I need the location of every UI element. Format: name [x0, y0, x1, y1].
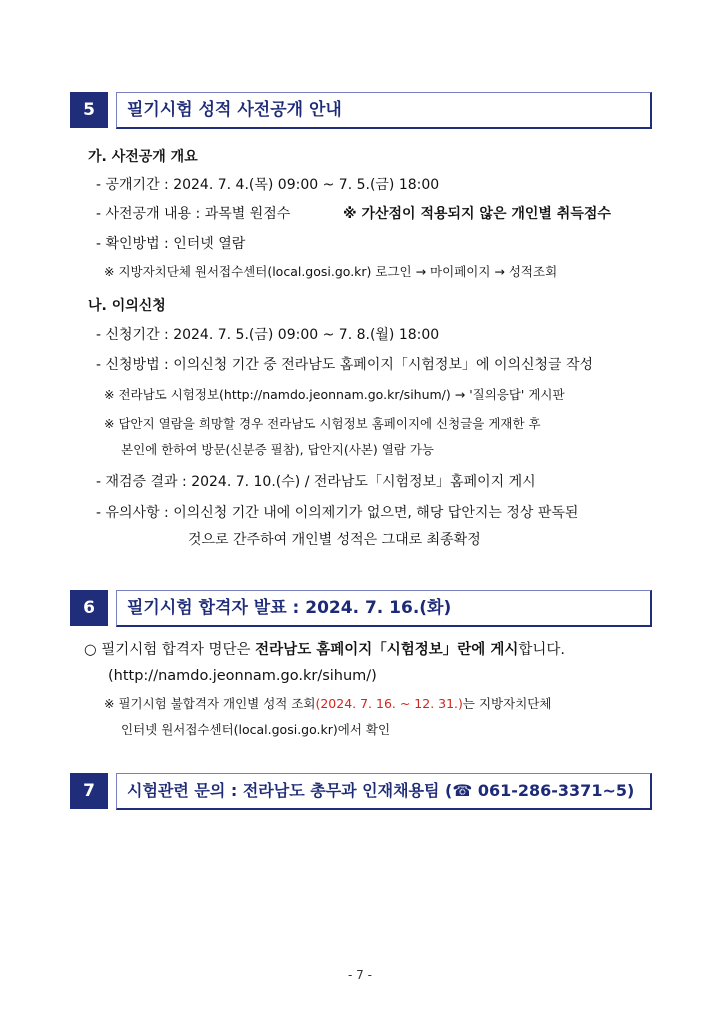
list-item: - 신청방법 : 이의신청 기간 중 전라남도 홈페이지「시험정보」에 이의신청글 작성 [96, 357, 594, 373]
note: ※ 전라남도 시험정보(http://namdo.jeonnam.go.kr/sihum/) → '질의응답' 게시판 [104, 387, 565, 402]
subheading-na: 나. 이의신청 [88, 298, 166, 314]
section-title-box [116, 590, 652, 627]
announcement-text: ○ 필기시험 합격자 명단은 [84, 642, 256, 658]
announcement-emphasis: 전라남도 홈페이지「시험정보」란에 게시 [255, 642, 519, 658]
section-title: 시험관련 문의 : 전라남도 총무과 인재채용팀 (☎ 061-286-3371~5) [127, 781, 635, 800]
subheading-ga: 가. 사전공개 개요 [88, 149, 198, 165]
list-item: - 공개기간 : 2024. 7. 4.(목) 09:00 ~ 7. 5.(금) 18:00 [96, 177, 440, 193]
section-5-header [70, 92, 652, 128]
note-inline: ※ 가산점이 적용되지 않은 개인별 취득점수 [343, 206, 611, 222]
note-continued: 본인에 한하여 방문(신분증 필참), 답안지(사본) 열람 가능 [121, 442, 434, 457]
list-item: - 확인방법 : 인터넷 열람 [96, 236, 246, 252]
announcement-line [84, 640, 565, 660]
homepage-url: (http://namdo.jeonnam.go.kr/sihum/) [108, 668, 377, 684]
note-text: ※ 필기시험 불합격자 개인별 성적 조회 [104, 696, 316, 711]
list-item-continued: 것으로 간주하여 개인별 성적은 그대로 최종확정 [188, 532, 481, 548]
section-title: 필기시험 성적 사전공개 안내 [127, 100, 342, 120]
section-6-header [70, 590, 652, 626]
section-number: 6 [70, 590, 108, 626]
note: ※ 답안지 열람을 희망할 경우 전라남도 시험정보 홈페이지에 신청글을 게재한 후 [104, 416, 541, 431]
section-title-box [116, 773, 652, 810]
section-7-header [70, 773, 652, 809]
note: ※ 지방자치단체 원서접수센터(local.gosi.go.kr) 로그인 → 마이페이지 → 성적조회 [104, 264, 558, 279]
announcement-text-end: 합니다. [518, 642, 566, 658]
list-item: - 유의사항 : 이의신청 기간 내에 이의제기가 없으면, 해당 답안지는 정상 판독된 [96, 505, 579, 521]
note-text-end: 는 지방자치단체 [462, 696, 552, 711]
section-number: 5 [70, 92, 108, 128]
list-item: - 사전공개 내용 : 과목별 원점수 [96, 206, 291, 222]
list-item: - 재검증 결과 : 2024. 7. 10.(수) / 전라남도「시험정보」홈페이지 게시 [96, 474, 536, 490]
list-item: - 신청기간 : 2024. 7. 5.(금) 09:00 ~ 7. 8.(월) 18:00 [96, 327, 440, 343]
note-date-range: (2024. 7. 16. ~ 12. 31.) [315, 696, 463, 711]
section-title: 필기시험 합격자 발표 : 2024. 7. 16.(화) [127, 598, 452, 618]
note-line [104, 694, 551, 714]
note-continued: 인터넷 원서접수센터(local.gosi.go.kr)에서 확인 [121, 722, 391, 737]
section-title-box [116, 92, 652, 129]
page-number: - 7 - [348, 968, 372, 982]
section-number: 7 [70, 773, 108, 809]
